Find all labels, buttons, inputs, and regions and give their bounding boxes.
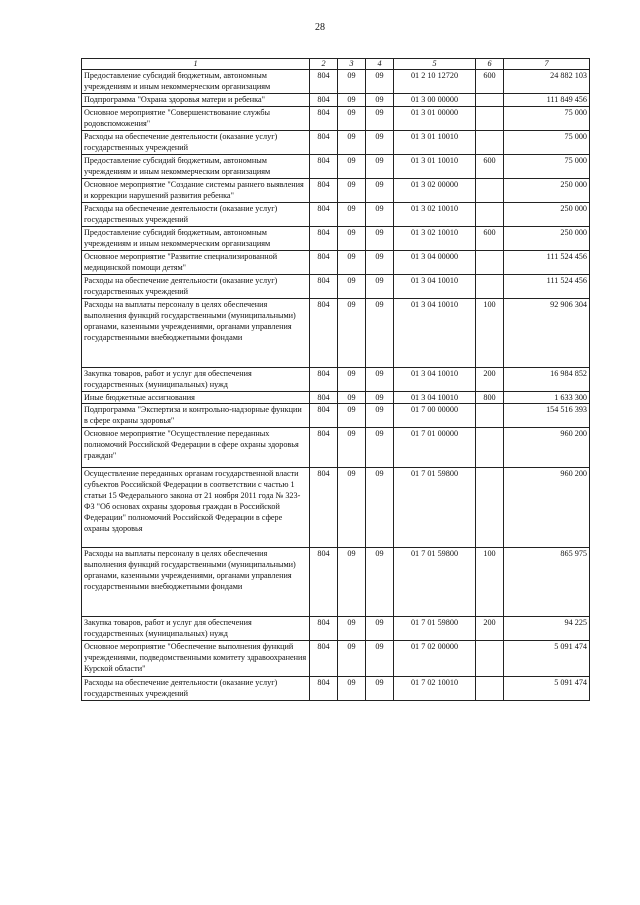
amount-cell: 960 200 — [504, 468, 590, 548]
section-code-cell: 09 — [338, 107, 366, 131]
target-article-cell: 01 3 04 00000 — [394, 251, 476, 275]
target-article-cell: 01 3 00 00000 — [394, 94, 476, 107]
amount-cell: 865 975 — [504, 548, 590, 617]
subsection-code-cell: 09 — [366, 107, 394, 131]
amount-cell: 92 906 304 — [504, 299, 590, 368]
column-header: 1 — [82, 59, 310, 70]
table-row — [82, 94, 590, 107]
row-name-cell: Расходы на обеспечение деятельности (оказание услуг) государственных учреждений — [82, 275, 310, 299]
section-code-cell: 09 — [338, 677, 366, 701]
amount-cell: 960 200 — [504, 428, 590, 468]
section-code-cell: 09 — [338, 70, 366, 94]
table-row — [82, 227, 590, 251]
ministry-code-cell: 804 — [310, 251, 338, 275]
column-header: 6 — [476, 59, 504, 70]
table-row — [82, 468, 590, 548]
subsection-code-cell: 09 — [366, 392, 394, 404]
row-name-cell: Основное мероприятие "Осуществление переданных полномочий Российской Федерации в сфере охраны здоровья граждан" — [82, 428, 310, 468]
target-article-cell: 01 3 04 10010 — [394, 392, 476, 404]
table-row — [82, 392, 590, 404]
page-number: 28 — [315, 22, 325, 33]
subsection-code-cell: 09 — [366, 155, 394, 179]
target-article-cell: 01 2 10 12720 — [394, 70, 476, 94]
row-name-cell: Расходы на выплаты персоналу в целях обеспечения выполнения функций государственными (муниципальными) органами, казенными учреждениями, органами управления государственными внебюджетными фондами — [82, 548, 310, 617]
subsection-code-cell: 09 — [366, 227, 394, 251]
ministry-code-cell: 804 — [310, 275, 338, 299]
row-name-cell: Предоставление субсидий бюджетным, автономным учреждениям и иным некоммерческим организациям — [82, 227, 310, 251]
ministry-code-cell: 804 — [310, 468, 338, 548]
expense-type-cell: 600 — [476, 155, 504, 179]
subsection-code-cell: 09 — [366, 251, 394, 275]
section-code-cell: 09 — [338, 251, 366, 275]
table-row — [82, 548, 590, 617]
row-name-cell: Подпрограмма "Охрана здоровья матери и ребенка" — [82, 94, 310, 107]
column-header: 3 — [338, 59, 366, 70]
ministry-code-cell: 804 — [310, 155, 338, 179]
ministry-code-cell: 804 — [310, 368, 338, 392]
section-code-cell: 09 — [338, 155, 366, 179]
row-name-cell: Предоставление субсидий бюджетным, автономным учреждениям и иным некоммерческим организациям — [82, 70, 310, 94]
amount-cell: 75 000 — [504, 107, 590, 131]
section-code-cell: 09 — [338, 275, 366, 299]
table-row — [82, 641, 590, 677]
section-code-cell: 09 — [338, 203, 366, 227]
row-name-cell: Основное мероприятие "Создание системы раннего выявления и коррекции нарушений развития ребенка" — [82, 179, 310, 203]
amount-cell: 250 000 — [504, 227, 590, 251]
subsection-code-cell: 09 — [366, 70, 394, 94]
expense-type-cell: 100 — [476, 548, 504, 617]
ministry-code-cell: 804 — [310, 548, 338, 617]
subsection-code-cell: 09 — [366, 428, 394, 468]
section-code-cell: 09 — [338, 404, 366, 428]
row-name-cell: Основное мероприятие "Развитие специализированной медицинской помощи детям" — [82, 251, 310, 275]
target-article-cell: 01 3 01 00000 — [394, 107, 476, 131]
amount-cell: 94 225 — [504, 617, 590, 641]
row-name-cell: Расходы на обеспечение деятельности (оказание услуг) государственных учреждений — [82, 677, 310, 701]
section-code-cell: 09 — [338, 392, 366, 404]
subsection-code-cell: 09 — [366, 179, 394, 203]
expense-type-cell — [476, 203, 504, 227]
amount-cell: 24 882 103 — [504, 70, 590, 94]
expense-type-cell — [476, 468, 504, 548]
subsection-code-cell: 09 — [366, 677, 394, 701]
target-article-cell: 01 3 04 10010 — [394, 299, 476, 368]
row-name-cell: Подпрограмма "Экспертиза и контрольно-надзорные функции в сфере охраны здоровья" — [82, 404, 310, 428]
expense-type-cell — [476, 428, 504, 468]
table-row — [82, 203, 590, 227]
target-article-cell: 01 3 02 10010 — [394, 203, 476, 227]
amount-cell: 5 091 474 — [504, 677, 590, 701]
expense-type-cell: 200 — [476, 617, 504, 641]
ministry-code-cell: 804 — [310, 299, 338, 368]
ministry-code-cell: 804 — [310, 641, 338, 677]
expense-type-cell — [476, 275, 504, 299]
subsection-code-cell: 09 — [366, 641, 394, 677]
row-name-cell: Закупка товаров, работ и услуг для обеспечения государственных (муниципальных) нужд — [82, 617, 310, 641]
budget-table — [81, 58, 590, 701]
column-header: 5 — [394, 59, 476, 70]
ministry-code-cell: 804 — [310, 107, 338, 131]
expense-type-cell — [476, 404, 504, 428]
column-header: 2 — [310, 59, 338, 70]
ministry-code-cell: 804 — [310, 392, 338, 404]
table-row — [82, 179, 590, 203]
ministry-code-cell: 804 — [310, 404, 338, 428]
section-code-cell: 09 — [338, 299, 366, 368]
section-code-cell: 09 — [338, 131, 366, 155]
row-name-cell: Основное мероприятие "Обеспечение выполнения функций учреждениями, подведомственными комитету здравоохранения Курской области" — [82, 641, 310, 677]
target-article-cell: 01 7 01 59800 — [394, 548, 476, 617]
ministry-code-cell: 804 — [310, 227, 338, 251]
expense-type-cell — [476, 94, 504, 107]
target-article-cell: 01 3 01 10010 — [394, 155, 476, 179]
target-article-cell: 01 7 01 59800 — [394, 468, 476, 548]
expense-type-cell: 100 — [476, 299, 504, 368]
expense-type-cell: 600 — [476, 227, 504, 251]
amount-cell: 75 000 — [504, 155, 590, 179]
amount-cell: 1 633 300 — [504, 392, 590, 404]
expense-type-cell — [476, 677, 504, 701]
amount-cell: 5 091 474 — [504, 641, 590, 677]
expense-type-cell — [476, 641, 504, 677]
ministry-code-cell: 804 — [310, 203, 338, 227]
ministry-code-cell: 804 — [310, 428, 338, 468]
row-name-cell: Расходы на обеспечение деятельности (оказание услуг) государственных учреждений — [82, 131, 310, 155]
table-row — [82, 299, 590, 368]
row-name-cell: Основное мероприятие "Совершенствование службы родовспоможения" — [82, 107, 310, 131]
section-code-cell: 09 — [338, 641, 366, 677]
section-code-cell: 09 — [338, 94, 366, 107]
expense-type-cell: 800 — [476, 392, 504, 404]
row-name-cell: Предоставление субсидий бюджетным, автономным учреждениям и иным некоммерческим организациям — [82, 155, 310, 179]
subsection-code-cell: 09 — [366, 131, 394, 155]
section-code-cell: 09 — [338, 179, 366, 203]
ministry-code-cell: 804 — [310, 70, 338, 94]
expense-type-cell: 200 — [476, 368, 504, 392]
section-code-cell: 09 — [338, 617, 366, 641]
expense-type-cell: 600 — [476, 70, 504, 94]
table-row — [82, 428, 590, 468]
subsection-code-cell: 09 — [366, 468, 394, 548]
column-header: 7 — [504, 59, 590, 70]
section-code-cell: 09 — [338, 368, 366, 392]
section-code-cell: 09 — [338, 428, 366, 468]
amount-cell: 111 524 456 — [504, 275, 590, 299]
subsection-code-cell: 09 — [366, 368, 394, 392]
target-article-cell: 01 7 01 59800 — [394, 617, 476, 641]
subsection-code-cell: 09 — [366, 617, 394, 641]
section-code-cell: 09 — [338, 468, 366, 548]
table-row — [82, 70, 590, 94]
subsection-code-cell: 09 — [366, 275, 394, 299]
ministry-code-cell: 804 — [310, 94, 338, 107]
table-row — [82, 155, 590, 179]
table-row — [82, 107, 590, 131]
section-code-cell: 09 — [338, 548, 366, 617]
table-row — [82, 131, 590, 155]
target-article-cell: 01 3 02 00000 — [394, 179, 476, 203]
amount-cell: 111 849 456 — [504, 94, 590, 107]
amount-cell: 250 000 — [504, 203, 590, 227]
table-row — [82, 677, 590, 701]
amount-cell: 75 000 — [504, 131, 590, 155]
ministry-code-cell: 804 — [310, 677, 338, 701]
expense-type-cell — [476, 179, 504, 203]
amount-cell: 250 000 — [504, 179, 590, 203]
ministry-code-cell: 804 — [310, 131, 338, 155]
target-article-cell: 01 7 02 10010 — [394, 677, 476, 701]
table-row — [82, 275, 590, 299]
target-article-cell: 01 7 02 00000 — [394, 641, 476, 677]
subsection-code-cell: 09 — [366, 203, 394, 227]
target-article-cell: 01 7 01 00000 — [394, 428, 476, 468]
row-name-cell: Иные бюджетные ассигнования — [82, 392, 310, 404]
table-row — [82, 368, 590, 392]
row-name-cell: Расходы на выплаты персоналу в целях обеспечения выполнения функций государственными (муниципальными) органами, казенными учреждениями, органами управления государственными внебюджетными фондами — [82, 299, 310, 368]
amount-cell: 111 524 456 — [504, 251, 590, 275]
table-header-row — [82, 59, 590, 70]
table-row — [82, 617, 590, 641]
target-article-cell: 01 3 01 10010 — [394, 131, 476, 155]
column-header: 4 — [366, 59, 394, 70]
target-article-cell: 01 3 02 10010 — [394, 227, 476, 251]
row-name-cell: Расходы на обеспечение деятельности (оказание услуг) государственных учреждений — [82, 203, 310, 227]
subsection-code-cell: 09 — [366, 404, 394, 428]
subsection-code-cell: 09 — [366, 94, 394, 107]
target-article-cell: 01 3 04 10010 — [394, 368, 476, 392]
target-article-cell: 01 7 00 00000 — [394, 404, 476, 428]
table-row — [82, 251, 590, 275]
amount-cell: 16 984 852 — [504, 368, 590, 392]
subsection-code-cell: 09 — [366, 548, 394, 617]
amount-cell: 154 516 393 — [504, 404, 590, 428]
subsection-code-cell: 09 — [366, 299, 394, 368]
expense-type-cell — [476, 251, 504, 275]
target-article-cell: 01 3 04 10010 — [394, 275, 476, 299]
table-body — [82, 70, 590, 701]
section-code-cell: 09 — [338, 227, 366, 251]
ministry-code-cell: 804 — [310, 617, 338, 641]
expense-type-cell — [476, 107, 504, 131]
row-name-cell: Закупка товаров, работ и услуг для обеспечения государственных (муниципальных) нужд — [82, 368, 310, 392]
table-row — [82, 404, 590, 428]
expense-type-cell — [476, 131, 504, 155]
ministry-code-cell: 804 — [310, 179, 338, 203]
row-name-cell: Осуществление переданных органам государственной власти субъектов Российской Федерации в соответствии с частью 1 статьи 15 Федерального закона от 21 ноября 2011 года № 323-ФЗ "Об основах охраны здоровья граждан в Российской Федерации" полномочий Российской Федерации в сфере охраны здоровья — [82, 468, 310, 548]
